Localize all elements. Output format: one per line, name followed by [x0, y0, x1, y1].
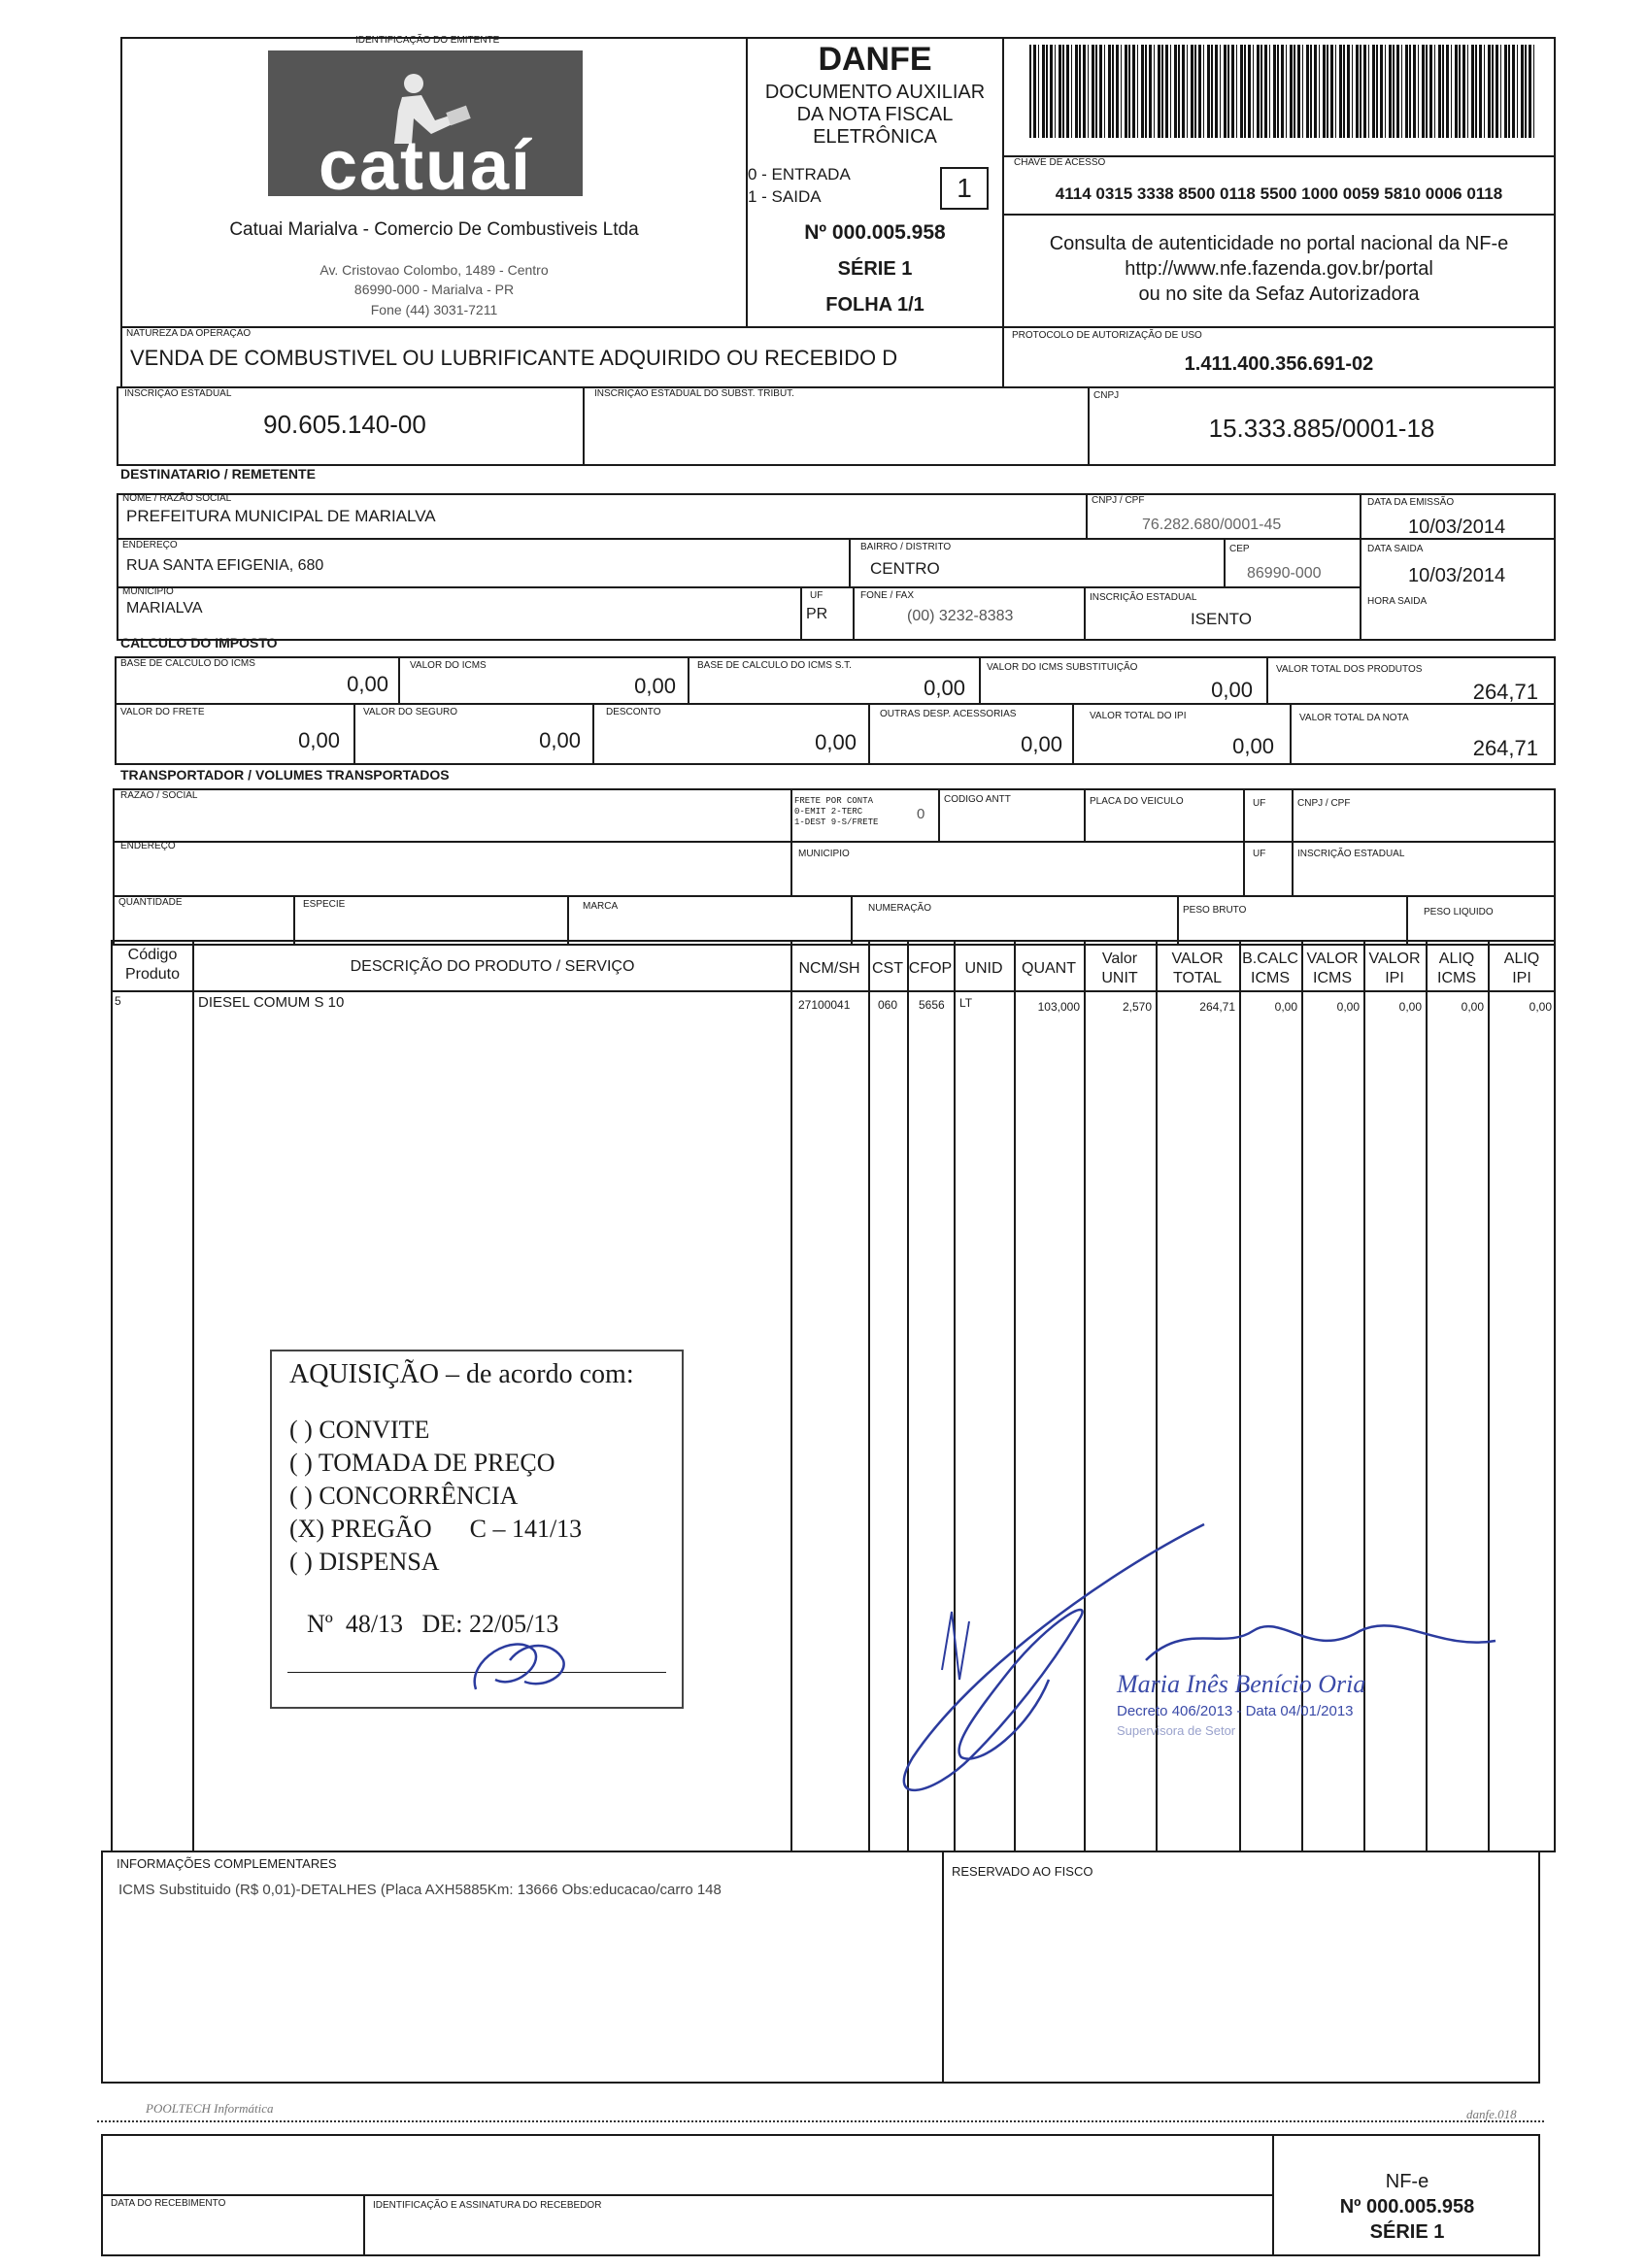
imp-col-6	[592, 705, 594, 765]
dest-col-1	[1086, 493, 1088, 540]
stamp-numero: Nº 48/13 DE: 22/05/13	[307, 1610, 559, 1638]
cnpj-label: CNPJ	[1093, 390, 1120, 401]
transp-ie-label: INSCRIÇÃO ESTADUAL	[1297, 849, 1405, 859]
dest-col-7	[1084, 588, 1086, 641]
th-vtotal-1: VALOR	[1171, 951, 1224, 967]
th-vtotal-2: TOTAL	[1172, 970, 1223, 986]
th-vunit-1: Valor	[1101, 951, 1138, 967]
danfe-numero: Nº 000.005.958	[804, 221, 946, 244]
danfe-folha: FOLHA 1/1	[825, 294, 924, 316]
stamp-option-2: ( ) TOMADA DE PREÇO	[289, 1449, 555, 1477]
transp-uf2-label: UF	[1253, 849, 1266, 859]
transp-col-4	[1243, 788, 1245, 897]
protocolo-label: PROTOCOLO DE AUTORIZAÇÃO DE USO	[1012, 330, 1202, 341]
prod-col-desc	[790, 940, 792, 1852]
th-aicms-2: ICMS	[1437, 970, 1476, 986]
th-vipi	[1363, 950, 1426, 988]
dest-saida-label: DATA SAIDA	[1367, 544, 1424, 554]
danfe-serie: SÉRIE 1	[837, 258, 913, 280]
stamp-option-5: ( ) DISPENSA	[289, 1548, 440, 1576]
natureza-label: NATUREZA DA OPERAÇÃO	[126, 328, 252, 339]
th-vunit	[1084, 950, 1156, 988]
dest-endereco-label: ENDEREÇO	[122, 540, 178, 550]
frete-conta-line-1: FRETE POR CONTA	[794, 796, 874, 806]
imp-col-8	[1072, 705, 1074, 765]
dest-fone-label: FONE / FAX	[860, 590, 915, 601]
numeracao-label: NUMERAÇÃO	[868, 903, 932, 914]
th-bc-2: ICMS	[1251, 970, 1290, 986]
dest-nome-label: NOME / RAZÃO SOCIAL	[122, 493, 232, 504]
dest-uf-value: PR	[806, 606, 828, 622]
th-bc-1: B.CALC	[1242, 951, 1298, 967]
dest-emissao-value: 10/03/2014	[1408, 517, 1506, 538]
dest-hora-label: HORA SAIDA	[1367, 596, 1428, 607]
ie-value: 90.605.140-00	[263, 410, 426, 439]
transp-municipio-label: MUNICIPIO	[798, 849, 850, 859]
cut-line	[97, 2120, 1544, 2122]
dest-saida-value: 10/03/2014	[1408, 565, 1506, 586]
logo-text: catuaí	[318, 127, 533, 205]
chave-label: CHAVE DE ACESSO	[1014, 157, 1106, 168]
th-vtotal	[1156, 950, 1239, 988]
dest-col-3	[849, 540, 851, 588]
cnpj-value: 15.333.885/0001-18	[1208, 414, 1435, 443]
dest-ie-label: INSCRIÇÃO ESTADUAL	[1090, 592, 1197, 603]
row-vtotal: 264,71	[1199, 1000, 1235, 1014]
dest-municipio-label: MUNICIPIO	[122, 586, 174, 597]
frete-value: 0,00	[298, 728, 340, 752]
frete-label: VALOR DO FRETE	[120, 707, 205, 717]
th-codigo-1: Código	[127, 947, 178, 963]
th-bc	[1239, 950, 1301, 988]
vol-col-5	[1406, 895, 1408, 946]
canhoto-numero: Nº 000.005.958	[1339, 2196, 1475, 2218]
row-codigo: 5	[115, 994, 121, 1008]
bc-st-label: BASE DE CALCULO DO ICMS S.T.	[697, 660, 852, 671]
initials-signature	[456, 1621, 592, 1709]
emitente-label: IDENTIFICAÇÃO DO EMITENTE	[355, 35, 500, 46]
chave-value: 4114 0315 3338 8500 0118 5500 1000 0059 5810 0006 0118	[1055, 184, 1503, 203]
complementares-text: ICMS Substituido (R$ 0,01)-DETALHES (Placa AXH5885Km: 13666 Obs:educacao/carro 148	[118, 1882, 722, 1898]
stamp-option-3: ( ) CONCORRÊNCIA	[289, 1482, 519, 1510]
canhoto-nfe: NF-e	[1385, 2171, 1429, 2192]
dest-cnpj-value: 76.282.680/0001-45	[1142, 517, 1282, 533]
imp-col-5	[353, 705, 355, 765]
canhoto-col-1	[363, 2194, 365, 2256]
desconto-value: 0,00	[815, 730, 857, 754]
canhoto-row	[101, 2194, 1274, 2196]
danfe-subtitle-1: DOCUMENTO AUXILIAR	[764, 82, 986, 103]
row-unid: LT	[959, 996, 973, 1010]
transp-col-1	[790, 788, 792, 897]
transp-col-5	[1292, 788, 1294, 897]
th-vicms-2: ICMS	[1313, 970, 1352, 986]
th-cst: CST	[872, 960, 903, 977]
seguro-value: 0,00	[539, 728, 581, 752]
row-quant: 103,000	[1037, 1000, 1080, 1014]
transp-uf-label: UF	[1253, 798, 1266, 809]
dest-municipio-value: MARIALVA	[126, 600, 203, 617]
imp-col-7	[868, 705, 870, 765]
v-st-value: 0,00	[1211, 678, 1253, 702]
official-stamp	[1117, 1670, 1437, 1738]
dest-col-6	[853, 588, 855, 641]
danfe-subtitle-3: ELETRÔNICA	[813, 126, 937, 148]
official-stamp-line-3: Supervisora de Setor	[1117, 1723, 1236, 1738]
ipi-value: 0,00	[1232, 734, 1274, 758]
protocolo-value: 1.411.400.356.691-02	[1184, 353, 1374, 375]
especie-label: ESPECIE	[303, 899, 346, 910]
frete-conta-line-3: 1-DEST 9-S/FRETE	[794, 817, 879, 827]
software-credit: POOLTECH Informática	[146, 2101, 274, 2116]
fisco-label: RESERVADO AO FISCO	[952, 1864, 1093, 1879]
danfe-saida: 1 - SAIDA	[748, 187, 822, 206]
transp-col-2	[938, 788, 940, 841]
dest-nome-value: PREFEITURA MUNICIPAL DE MARIALVA	[126, 507, 436, 525]
imp-col-4	[1266, 656, 1268, 703]
dest-col-4	[1224, 540, 1226, 588]
transp-row	[113, 841, 1556, 843]
vol-col-1	[293, 895, 295, 946]
official-stamp-line-2: Decreto 406/2013 - Data 04/01/2013	[1117, 1703, 1354, 1719]
th-aicms-1: ALIQ	[1438, 951, 1475, 967]
ie-label: INSCRIÇÃO ESTADUAL	[124, 388, 232, 399]
row-ncm: 27100041	[798, 998, 851, 1012]
emitente-fone: Fone (44) 3031-7211	[370, 302, 498, 317]
complementares-divider	[942, 1851, 944, 2084]
v-icms-value: 0,00	[634, 674, 676, 698]
consulta-line-3: ou no site da Sefaz Autorizadora	[1138, 284, 1420, 305]
prod-col-codigo	[192, 940, 194, 1852]
emitente-endereco: Av. Cristovao Colombo, 1489 - Centro	[319, 262, 549, 278]
desconto-label: DESCONTO	[606, 707, 661, 717]
th-ncm: NCM/SH	[798, 960, 860, 977]
transporte-section: TRANSPORTADOR / VOLUMES TRANSPORTADOS	[120, 767, 450, 783]
bc-st-value: 0,00	[924, 676, 965, 700]
stamp-option-1: ( ) CONVITE	[289, 1416, 430, 1444]
th-vunit-2: UNIT	[1101, 970, 1138, 986]
emitente-cep: 86990-000 - Marialva - PR	[353, 282, 515, 297]
imposto-row	[115, 703, 1556, 705]
placa-label: PLACA DO VEICULO	[1090, 796, 1184, 807]
stamp-title: AQUISIÇÃO – de acordo com:	[289, 1359, 634, 1389]
dest-cep-label: CEP	[1229, 544, 1250, 554]
dest-row-1	[117, 538, 1556, 540]
complementares-label: INFORMAÇÕES COMPLEMENTARES	[117, 1856, 337, 1871]
qtd-label: QUANTIDADE	[118, 897, 183, 908]
dest-col-5	[800, 588, 802, 641]
row-vunit: 2,570	[1122, 1000, 1152, 1014]
dest-endereco-value: RUA SANTA EFIGENIA, 680	[126, 557, 324, 574]
chave-divider-2	[1002, 214, 1556, 216]
produtos-header-line	[111, 990, 1556, 992]
th-cfop: CFOP	[908, 960, 953, 977]
row-cfop: 5656	[919, 998, 945, 1012]
total-value: 264,71	[1472, 736, 1538, 760]
bc-icms-label: BASE DE CALCULO DO ICMS	[120, 658, 255, 669]
danfe-title: DANFE	[818, 41, 932, 78]
th-descricao: DESCRIÇÃO DO PRODUTO / SERVIÇO	[350, 958, 635, 975]
v-prod-value: 264,71	[1472, 680, 1538, 704]
row-bc: 0,00	[1274, 1000, 1297, 1014]
row-descricao: DIESEL COMUM S 10	[198, 994, 345, 1011]
v-prod-label: VALOR TOTAL DOS PRODUTOS	[1276, 664, 1423, 675]
ie-st-label: INSCRIÇÃO ESTADUAL DO SUBST. TRIBUT.	[594, 388, 794, 399]
bc-icms-value: 0,00	[347, 672, 388, 696]
dest-col-2	[1360, 493, 1361, 641]
th-codigo-2: Produto	[124, 966, 181, 983]
imp-col-2	[688, 656, 689, 703]
th-vicms-1: VALOR	[1306, 951, 1359, 967]
th-aicms	[1426, 950, 1488, 988]
dest-emissao-label: DATA DA EMISSÃO	[1367, 497, 1455, 508]
vol-col-4	[1177, 895, 1179, 946]
marca-label: MARCA	[583, 901, 619, 912]
consulta-line-2: http://www.nfe.fazenda.gov.br/portal	[1125, 258, 1433, 280]
frete-conta-value: 0	[917, 806, 925, 822]
th-aipi-2: IPI	[1512, 970, 1531, 986]
row-cst: 060	[878, 998, 898, 1012]
th-codigo	[113, 946, 192, 984]
v-icms-label: VALOR DO ICMS	[410, 660, 487, 671]
dest-fone-value: (00) 3232-8383	[907, 608, 1014, 624]
th-vipi-2: IPI	[1385, 970, 1404, 986]
dest-uf-label: UF	[810, 590, 824, 601]
antt-label: CODIGO ANTT	[944, 794, 1011, 805]
natureza-value: VENDA DE COMBUSTIVEL OU LUBRIFICANTE ADQUIRIDO OU RECEBIDO D	[130, 346, 898, 370]
canhoto-assinatura-label: IDENTIFICAÇÃO E ASSINATURA DO RECEBEDOR	[373, 2200, 602, 2211]
danfe-subtitle-2: DA NOTA FISCAL	[796, 104, 954, 125]
imp-col-1	[398, 656, 400, 703]
imp-col-3	[979, 656, 981, 703]
th-unid: UNID	[964, 960, 1003, 977]
dest-bairro-label: BAIRRO / DISTRITO	[860, 542, 952, 552]
seguro-label: VALOR DO SEGURO	[363, 707, 458, 717]
imposto-section: CALCULO DO IMPOSTO	[120, 635, 278, 650]
th-vicms	[1301, 950, 1363, 988]
dest-bairro-value: CENTRO	[870, 559, 940, 578]
dest-cnpj-label: CNPJ / CPF	[1092, 495, 1145, 506]
th-vipi-1: VALOR	[1368, 951, 1421, 967]
frete-conta-label	[794, 796, 878, 828]
transp-col-3	[1084, 788, 1086, 841]
row-vipi: 0,00	[1398, 1000, 1422, 1014]
peso-liq-label: PESO LIQUIDO	[1424, 907, 1494, 917]
dest-ie-value: ISENTO	[1191, 610, 1252, 628]
vol-col-2	[567, 895, 569, 946]
emitente-razao-social: Catuai Marialva - Comercio De Combustiveis Ltda	[229, 219, 639, 240]
th-quant: QUANT	[1022, 960, 1076, 977]
imp-col-9	[1290, 705, 1292, 765]
dest-row-2	[117, 586, 1361, 588]
danfe-entrada: 0 - ENTRADA	[748, 165, 851, 183]
v-st-label: VALOR DO ICMS SUBSTITUIÇÃO	[987, 662, 1138, 673]
th-aipi	[1488, 950, 1556, 988]
canhoto-serie: SÉRIE 1	[1369, 2221, 1445, 2243]
total-label: VALOR TOTAL DA NOTA	[1299, 713, 1409, 723]
row-aicms: 0,00	[1461, 1000, 1484, 1014]
th-aipi-1: ALIQ	[1503, 951, 1540, 967]
dest-cep-value: 86990-000	[1247, 565, 1322, 582]
transp-razao-label: RAZÃO / SOCIAL	[120, 790, 198, 801]
outras-value: 0,00	[1021, 732, 1062, 756]
transp-cnpj-label: CNPJ / CPF	[1297, 798, 1351, 809]
row-aipi: 0,00	[1529, 1000, 1552, 1014]
form-code: danfe.018	[1466, 2107, 1517, 2121]
canhoto-data-label: DATA DO RECEBIMENTO	[111, 2198, 226, 2209]
consulta-line-1: Consulta de autenticidade no portal nacional da NF-e	[1049, 233, 1509, 254]
transp-endereco-label: ENDEREÇO	[120, 841, 176, 851]
ipi-label: VALOR TOTAL DO IPI	[1090, 711, 1187, 721]
vol-col-3	[851, 895, 853, 946]
stamp-option-4: (X) PREGÃO C – 141/13	[289, 1515, 583, 1543]
official-stamp-name: Maria Inês Benício Oria	[1117, 1670, 1366, 1698]
outras-label: OUTRAS DESP. ACESSORIAS	[880, 709, 1017, 719]
danfe-tipo: 1	[940, 167, 989, 210]
company-logo	[268, 50, 583, 205]
row-vicms: 0,00	[1336, 1000, 1360, 1014]
barcode	[1029, 45, 1536, 138]
destinatario-section: DESTINATARIO / REMETENTE	[120, 466, 316, 482]
frete-conta-line-2: 0-EMIT 2-TERC	[794, 807, 863, 817]
peso-bruto-label: PESO BRUTO	[1183, 905, 1247, 916]
